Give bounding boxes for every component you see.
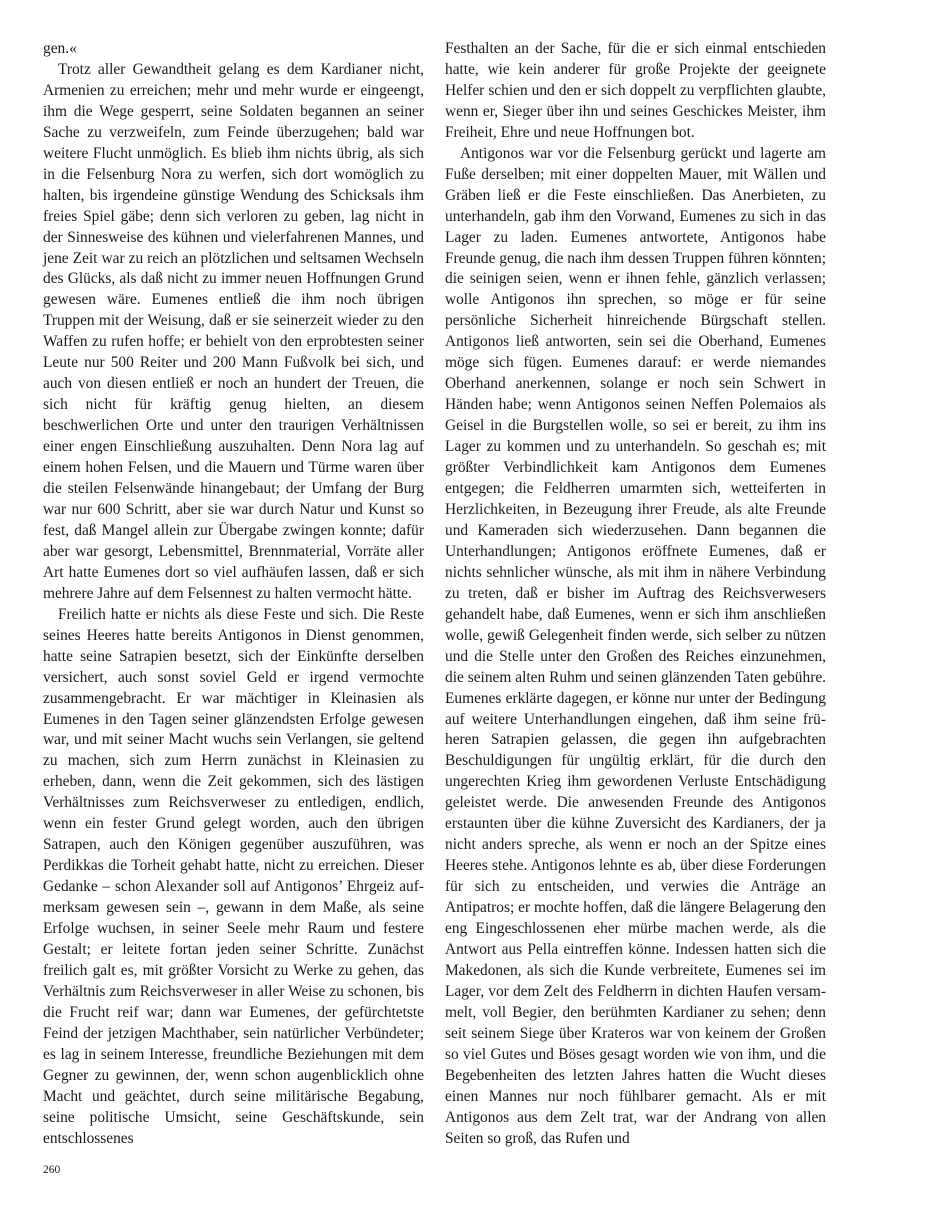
right-text-column [445, 39, 826, 1150]
paragraph: Antigonos war vor die Felsenburg gerückt und lagerte am Fuße derselben; mit einer doppelten Mauer, mit Wällen und Gräben ließ er die Feste einschließen. Das Anerbieten, zu unterhandeln, gab ihm den Vorwand, Eumenes zu sich in das Lager zu laden. Eumenes antwortete, Antigonos habe Freunde genug, die nach ihm dessen Truppen führen könnten; die seinigen seien, wenn er ihnen fehle, gänzlich verlassen; wolle Antigonos ihn sprechen, so möge er für seine persönliche Sicherheit hinreichende Bürgschaft stellen. Antigonos ließ antworten, sein sei die Oberhand, Eumenes möge sich fügen. Eumenes darauf: er werde niemandes Oberhand anerkennen, solange er noch sein Schwert in Händen habe; wenn Antigonos seinen Neffen Polemaios als Geisel in die Burgstellen wolle, so sei er bereit, zu ihm ins Lager zu kommen und zu unterhandeln. So geschah es; mit größter Verbindlichkeit kam Antigonos dem Eumenes entgegen; die Feldherren umarmten sich, wetteiferten in Herzlichkeiten, in Bezeugung ihrer Freude, als alte Freunde und Kameraden sich wiederzusehen. Dann begannen die Unterhandlungen; Antigonos eröffnete Eumenes, daß er nichts sehnlicher wünsche, als mit ihm in nähere Verbindung zu treten, daß er bisher im Auftrag des Reichsverwesers gehandelt habe, daß Eumenes, wenn er sich ihm anschließen wolle, gewiß Gelegenheit finden werde, sich selber zu nützen und die Stelle unter den Großen des Reiches einzunehmen, die seinem alten Ruhm und seinen glänzenden Taten gebühre. Eumenes erklärte dagegen, er könne nur unter der Bedingung auf weitere Unterhandlungen eingehen, daß ihm seine früheren Satrapien gelassen, die gegen ihn aufgebrachten Beschuldigungen für ungültig erklärt, für die durch den ungerechten Krieg ihm gewordenen Verluste Entschädigung geleistet werde. Die anwesenden Freunde des Antigonos erstaunten über die kühne Zuversicht des Kardianers, der ja nicht anders spreche, als wenn er noch an der Spitze eines Heeres stehe. Antigonos lehnte es ab, über diese Forderungen für sich zu entscheiden, und verwies die Anträge an Antipatros; er mochte hoffen, daß die längere Belagerung den eng Eingeschlossenen eher mürbe machen werde, als die Antwort aus Pella eintreffen könne. Indessen hatten sich die Makedonen, als sich die Kunde verbreitete, Eumenes sei im Lager, vor dem Zelt des Feldherrn in dichten Haufen versammelt, voll Begier, den berühmten Kardianer zu sehen; denn seit seinem Siege über Krateros war von keinem der Großen so viel Gutes und Böses gesagt worden wie von ihm, und die Begebenheiten des letzten Jahres hatten die Wucht dieses einen Mannes nur noch fühlbarer gemacht. Als er mit Antigonos aus dem Zelt trat, war der Andrang von allen Seiten so groß, das Rufen und [445, 144, 826, 1147]
paragraph: Trotz aller Gewandtheit gelang es dem Kardianer nicht, Armenien zu erreichen; mehr und mehr wurde er eingeengt, ihm die Wege gesperrt, seine Soldaten begannen an seiner Sache zu verzweifeln, zum Feinde überzugehen; bald war weitere Flucht unmöglich. Es blieb ihm nichts übrig, als sich in die Felsenburg Nora zu werfen, sich dort womöglich zu halten, bis irgendeine günstige Wendung des Schicksals ihm freies Spiel gäbe; denn sich verloren zu geben, lag nicht in der Sinnesweise des kühnen und vielerfahrenen Mannes, und jene Zeit war zu reich an plötzlichen und seltsamen Wechseln des Glücks, als daß nicht zu immer neuen Hoffnungen Grund gewesen wäre. Eumenes entließ die ihm noch übrigen Truppen mit der Weisung, daß er sie seinerzeit wieder zu den Waffen zu rufen hoffe; er behielt von den erprobtesten seiner Leute nur 500 Reiter und 200 Mann Fußvolk bei sich, und auch von diesen entließ er noch an hundert der Treuen, die sich nicht für kräftig genug hielten, an diesem beschwerlichen Orte und unter den traurigen Verhältnissen einer engen Einschließung auszuhalten. Denn Nora lag auf einem hohen Felsen, und die Mauern und Türme waren über die steilen Felsenwände hinangebaut; der Umfang der Burg war nur 600 Schritt, aber sie war durch Natur und Kunst so fest, daß Mangel allein zur Übergabe zwingen konnte; dafür aber war gesorgt, Lebensmittel, Brennmaterial, Vorräte aller Art hatte Eumenes dort so viel aufhäufen lassen, daß er sich mehrere Jahre auf dem Felsennest zu halten vermocht hätte. [43, 60, 424, 602]
page-number: 260 [43, 1164, 61, 1176]
paragraph: Freilich hatte er nichts als diese Feste und sich. Die Reste seines Heeres hatte bereits Antigonos in Dienst genommen, hatte seine Satrapien besetzt, sich der Einkünfte derselben versichert, auch sonst soviel Geld er irgend vermochte zusammengebracht. Er war mächtiger in Kleinasien als Eumenes in den Tagen seiner glänzendsten Erfolge gewesen war, und mit seiner Macht wuchs sein Verlangen, sie geltend zu machen, sich zum Herrn zunächst in Kleinasien zu erheben, dann, wenn die Zeit gekommen, sich des lästigen Verhältnisses zum Reichsverweser zu entledigen, endlich, wenn ein fester Grund gelegt worden, auch den übrigen Satrapen, auch den Königen gegenüber auszuführen, was Perdikkas die Torheit gehabt hatte, nicht zu erreichen. Dieser Gedanke – schon Alexander soll auf Antigonos’ Ehrgeiz aufmerksam gewesen sein –, gewann in dem Maße, als seine Erfolge wuchsen, in seiner Seele mehr Raum und festere Gestalt; er leitete fortan jeden seiner Schritte. Zunächst freilich galt es, mit größter Vorsicht zu Werke zu gehen, das Verhältnis zum Reichsverweser in aller Weise zu schonen, bis die Frucht reif war; dann war Eumenes, der gefürchtetste Feind der jetzigen Machthaber, sein natürlicher Verbündeter; es lag in seinem Interesse, freundliche Beziehungen mit dem Gegner zu gewinnen, der, wenn schon augenblicklich ohne Macht und geächtet, durch seine militärische Begabung, seine politische Umsicht, seine Geschäftskunde, sein entschlossenes [43, 605, 424, 1147]
left-text-column [43, 39, 424, 1150]
paragraph-continuation: Festhalten an der Sache, für die er sich einmal entschieden hatte, wie kein anderer für große Projekte der geeignete Helfer schien und den er sich doppelt zu verpflichten glaubte, wenn er, Sieger über ihn und seines Geschickes Meister, ihm Freiheit, Ehre und neue Hoffnungen bot. [445, 40, 826, 141]
paragraph-continuation: gen.« [43, 40, 77, 57]
